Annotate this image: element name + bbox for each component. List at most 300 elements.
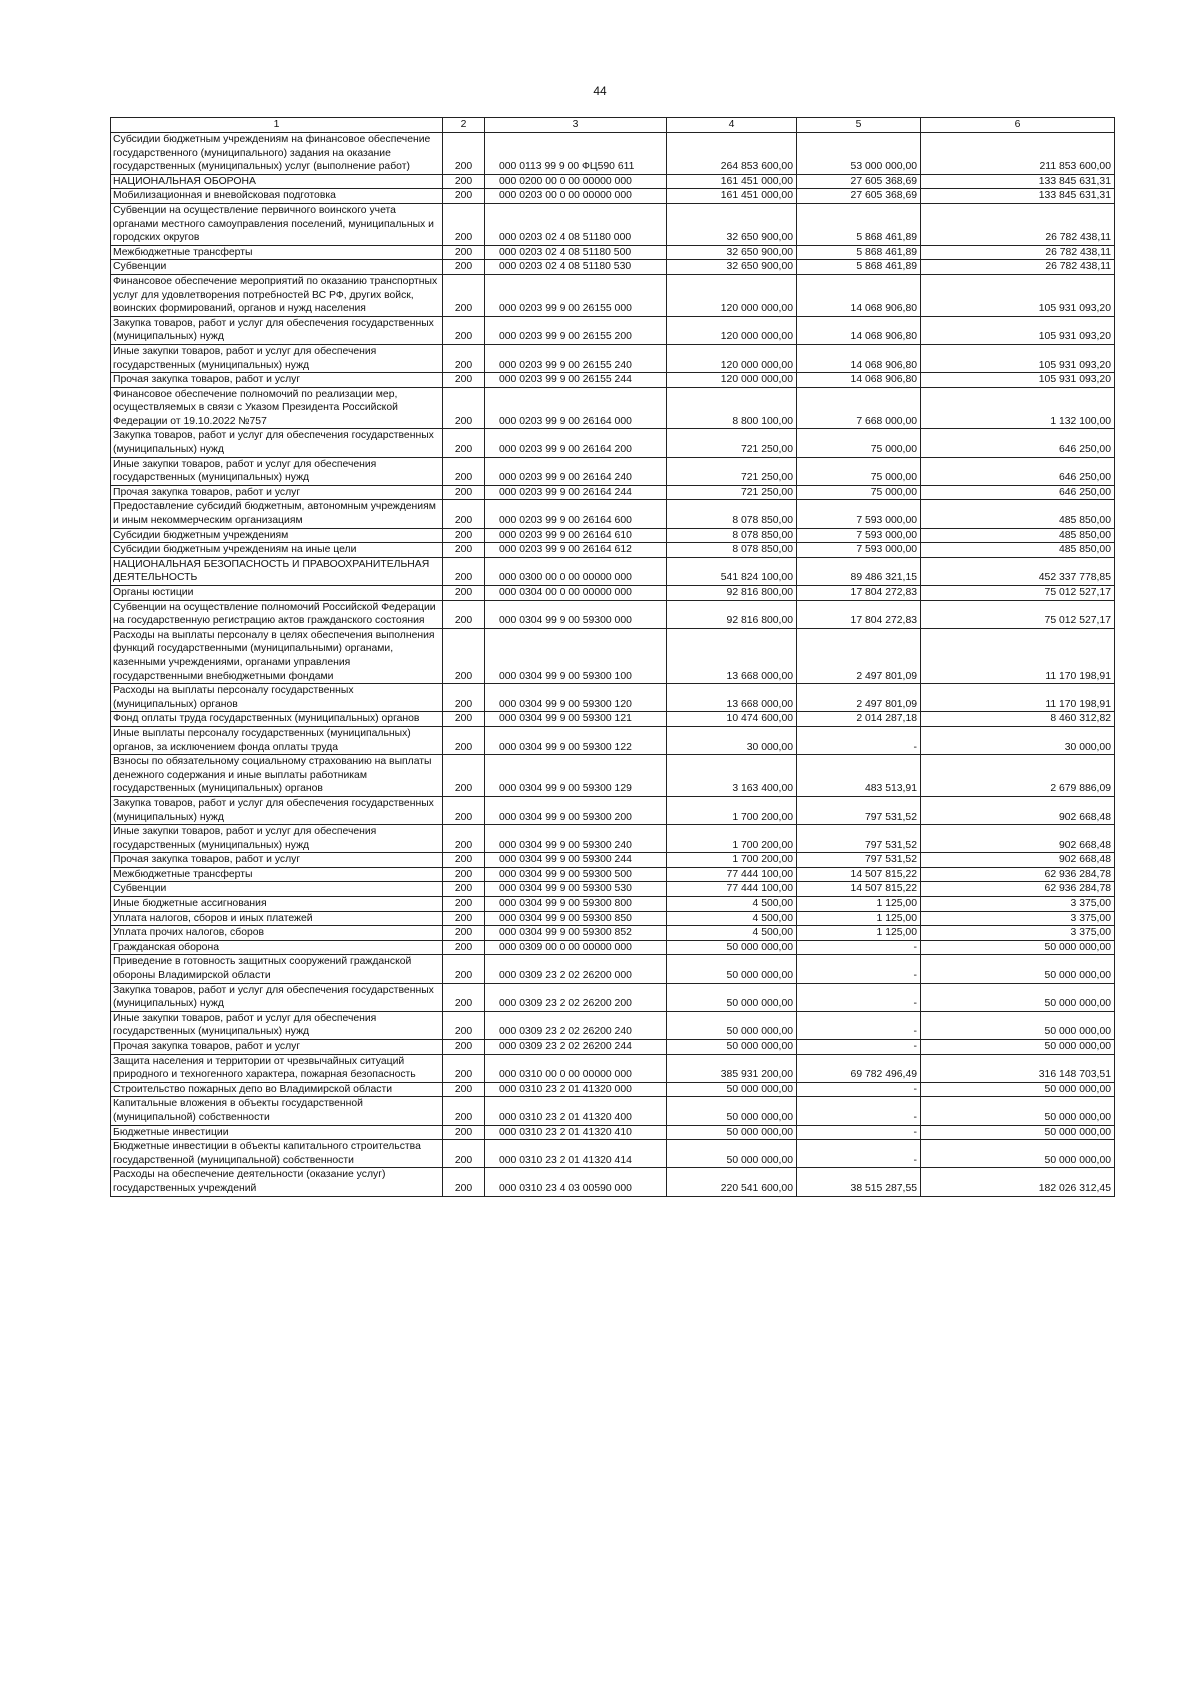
table-row <box>111 897 1115 912</box>
row-approved-cell: 1 700 200,00 <box>667 825 797 853</box>
row-kbk-cell: 000 0113 99 9 00 ФЦ590 611 <box>485 133 667 175</box>
row-code-cell: 200 <box>443 457 485 485</box>
table-row <box>111 457 1115 485</box>
row-kbk-cell: 000 0310 23 2 01 41320 414 <box>485 1140 667 1168</box>
row-code-cell: 200 <box>443 600 485 628</box>
row-kbk-cell: 000 0203 99 9 00 26164 200 <box>485 429 667 457</box>
row-name-cell: Расходы на выплаты персоналу государственных (муниципальных) органов <box>111 684 443 712</box>
row-name-cell: Прочая закупка товаров, работ и услуг <box>111 853 443 868</box>
row-code-cell: 200 <box>443 712 485 727</box>
row-executed-cell: - <box>797 940 921 955</box>
row-code-cell: 200 <box>443 825 485 853</box>
row-name-cell: Закупка товаров, работ и услуг для обеспечения государственных (муниципальных) нужд <box>111 429 443 457</box>
row-unexecuted-cell: 50 000 000,00 <box>921 1040 1115 1055</box>
row-kbk-cell: 000 0310 23 2 01 41320 000 <box>485 1082 667 1097</box>
row-unexecuted-cell: 11 170 198,91 <box>921 684 1115 712</box>
row-name-cell: Предоставление субсидий бюджетным, автономным учреждениям и иным некоммерческим организациям <box>111 500 443 528</box>
row-kbk-cell: 000 0203 02 4 08 51180 500 <box>485 245 667 260</box>
table-row <box>111 1125 1115 1140</box>
row-approved-cell: 50 000 000,00 <box>667 1140 797 1168</box>
row-executed-cell: - <box>797 1011 921 1039</box>
row-unexecuted-cell: 11 170 198,91 <box>921 628 1115 683</box>
row-executed-cell: 2 014 287,18 <box>797 712 921 727</box>
row-name-cell: Взносы по обязательному социальному страхованию на выплаты денежного содержания и иные выплаты работникам государственных (муниципальных) органов <box>111 755 443 797</box>
row-unexecuted-cell: 8 460 312,82 <box>921 712 1115 727</box>
row-approved-cell: 1 700 200,00 <box>667 796 797 824</box>
row-executed-cell: 75 000,00 <box>797 457 921 485</box>
row-approved-cell: 50 000 000,00 <box>667 1125 797 1140</box>
row-name-cell: Строительство пожарных депо во Владимирской области <box>111 1082 443 1097</box>
table-row <box>111 882 1115 897</box>
row-code-cell: 200 <box>443 1097 485 1125</box>
table-row <box>111 373 1115 388</box>
row-unexecuted-cell: 62 936 284,78 <box>921 867 1115 882</box>
row-kbk-cell: 000 0304 99 9 00 59300 530 <box>485 882 667 897</box>
row-code-cell: 200 <box>443 867 485 882</box>
row-name-cell: Межбюджетные трансферты <box>111 245 443 260</box>
row-kbk-cell: 000 0310 23 2 01 41320 400 <box>485 1097 667 1125</box>
table-row <box>111 825 1115 853</box>
row-code-cell: 200 <box>443 528 485 543</box>
row-kbk-cell: 000 0304 99 9 00 59300 244 <box>485 853 667 868</box>
row-approved-cell: 50 000 000,00 <box>667 983 797 1011</box>
table-row <box>111 1054 1115 1082</box>
table-header-row <box>111 118 1115 133</box>
row-name-cell: Органы юстиции <box>111 586 443 601</box>
row-approved-cell: 8 078 850,00 <box>667 543 797 558</box>
row-name-cell: Прочая закупка товаров, работ и услуг <box>111 1040 443 1055</box>
table-row <box>111 911 1115 926</box>
row-kbk-cell: 000 0304 99 9 00 59300 100 <box>485 628 667 683</box>
row-code-cell: 200 <box>443 260 485 275</box>
row-approved-cell: 13 668 000,00 <box>667 628 797 683</box>
row-name-cell: Иные закупки товаров, работ и услуг для обеспечения государственных (муниципальных) нужд <box>111 457 443 485</box>
row-approved-cell: 77 444 100,00 <box>667 882 797 897</box>
row-approved-cell: 10 474 600,00 <box>667 712 797 727</box>
row-kbk-cell: 000 0200 00 0 00 00000 000 <box>485 174 667 189</box>
row-approved-cell: 32 650 900,00 <box>667 245 797 260</box>
row-code-cell: 200 <box>443 940 485 955</box>
row-approved-cell: 4 500,00 <box>667 911 797 926</box>
row-unexecuted-cell: 26 782 438,11 <box>921 260 1115 275</box>
row-executed-cell: 1 125,00 <box>797 897 921 912</box>
table-row <box>111 796 1115 824</box>
row-kbk-cell: 000 0309 00 0 00 00000 000 <box>485 940 667 955</box>
row-code-cell: 200 <box>443 174 485 189</box>
row-name-cell: Субвенции на осуществление полномочий Российской Федерации на государственную регистрацию актов гражданского состояния <box>111 600 443 628</box>
row-kbk-cell: 000 0203 02 4 08 51180 000 <box>485 203 667 245</box>
row-unexecuted-cell: 75 012 527,17 <box>921 600 1115 628</box>
row-unexecuted-cell: 105 931 093,20 <box>921 274 1115 316</box>
row-unexecuted-cell: 50 000 000,00 <box>921 1011 1115 1039</box>
row-executed-cell: 14 507 815,22 <box>797 867 921 882</box>
table-row <box>111 316 1115 344</box>
row-kbk-cell: 000 0203 99 9 00 26164 000 <box>485 387 667 429</box>
row-unexecuted-cell: 182 026 312,45 <box>921 1168 1115 1196</box>
row-executed-cell: - <box>797 1097 921 1125</box>
row-name-cell: Межбюджетные трансферты <box>111 867 443 882</box>
row-name-cell: Гражданская оборона <box>111 940 443 955</box>
column-header: 4 <box>667 118 797 133</box>
row-name-cell: Иные бюджетные ассигнования <box>111 897 443 912</box>
row-approved-cell: 541 824 100,00 <box>667 557 797 585</box>
row-kbk-cell: 000 0304 99 9 00 59300 500 <box>485 867 667 882</box>
row-executed-cell: 38 515 287,55 <box>797 1168 921 1196</box>
row-approved-cell: 120 000 000,00 <box>667 316 797 344</box>
row-name-cell: Субсидии бюджетным учреждениям на иные цели <box>111 543 443 558</box>
row-kbk-cell: 000 0304 99 9 00 59300 000 <box>485 600 667 628</box>
row-executed-cell: 14 068 906,80 <box>797 274 921 316</box>
row-kbk-cell: 000 0304 99 9 00 59300 121 <box>485 712 667 727</box>
row-code-cell: 200 <box>443 387 485 429</box>
row-unexecuted-cell: 902 668,48 <box>921 853 1115 868</box>
table-row <box>111 726 1115 754</box>
row-kbk-cell: 000 0203 99 9 00 26155 200 <box>485 316 667 344</box>
row-approved-cell: 721 250,00 <box>667 485 797 500</box>
row-kbk-cell: 000 0310 23 4 03 00590 000 <box>485 1168 667 1196</box>
row-kbk-cell: 000 0203 02 4 08 51180 530 <box>485 260 667 275</box>
row-approved-cell: 161 451 000,00 <box>667 189 797 204</box>
row-name-cell: Капитальные вложения в объекты государственной (муниципальной) собственности <box>111 1097 443 1125</box>
row-approved-cell: 1 700 200,00 <box>667 853 797 868</box>
row-executed-cell: - <box>797 983 921 1011</box>
row-name-cell: Мобилизационная и вневойсковая подготовка <box>111 189 443 204</box>
row-executed-cell: 17 804 272,83 <box>797 600 921 628</box>
row-code-cell: 200 <box>443 897 485 912</box>
row-code-cell: 200 <box>443 684 485 712</box>
table-row <box>111 245 1115 260</box>
row-executed-cell: 7 593 000,00 <box>797 500 921 528</box>
row-approved-cell: 8 078 850,00 <box>667 500 797 528</box>
row-unexecuted-cell: 316 148 703,51 <box>921 1054 1115 1082</box>
table-row <box>111 755 1115 797</box>
table-row <box>111 429 1115 457</box>
row-executed-cell: 53 000 000,00 <box>797 133 921 175</box>
row-approved-cell: 4 500,00 <box>667 926 797 941</box>
row-executed-cell: 14 068 906,80 <box>797 316 921 344</box>
row-executed-cell: - <box>797 726 921 754</box>
row-kbk-cell: 000 0203 99 9 00 26155 244 <box>485 373 667 388</box>
table-row <box>111 485 1115 500</box>
row-approved-cell: 721 250,00 <box>667 457 797 485</box>
row-approved-cell: 120 000 000,00 <box>667 373 797 388</box>
row-approved-cell: 3 163 400,00 <box>667 755 797 797</box>
row-executed-cell: 14 068 906,80 <box>797 344 921 372</box>
table-row <box>111 600 1115 628</box>
row-approved-cell: 8 078 850,00 <box>667 528 797 543</box>
row-code-cell: 200 <box>443 926 485 941</box>
row-kbk-cell: 000 0304 99 9 00 59300 850 <box>485 911 667 926</box>
row-approved-cell: 92 816 800,00 <box>667 600 797 628</box>
row-name-cell: Субвенции <box>111 882 443 897</box>
table-row <box>111 1082 1115 1097</box>
table-row <box>111 867 1115 882</box>
row-unexecuted-cell: 105 931 093,20 <box>921 373 1115 388</box>
row-code-cell: 200 <box>443 373 485 388</box>
row-unexecuted-cell: 485 850,00 <box>921 500 1115 528</box>
row-code-cell: 200 <box>443 1040 485 1055</box>
row-code-cell: 200 <box>443 983 485 1011</box>
row-unexecuted-cell: 105 931 093,20 <box>921 344 1115 372</box>
row-name-cell: Субсидии бюджетным учреждениям <box>111 528 443 543</box>
row-name-cell: Расходы на обеспечение деятельности (оказание услуг) государственных учреждений <box>111 1168 443 1196</box>
row-kbk-cell: 000 0203 99 9 00 26164 612 <box>485 543 667 558</box>
row-executed-cell: 89 486 321,15 <box>797 557 921 585</box>
row-code-cell: 200 <box>443 955 485 983</box>
table-row <box>111 940 1115 955</box>
row-executed-cell: 27 605 368,69 <box>797 189 921 204</box>
row-code-cell: 200 <box>443 133 485 175</box>
row-name-cell: Прочая закупка товаров, работ и услуг <box>111 373 443 388</box>
row-name-cell: НАЦИОНАЛЬНАЯ БЕЗОПАСНОСТЬ И ПРАВООХРАНИТЕЛЬНАЯ ДЕЯТЕЛЬНОСТЬ <box>111 557 443 585</box>
row-approved-cell: 8 800 100,00 <box>667 387 797 429</box>
row-unexecuted-cell: 902 668,48 <box>921 796 1115 824</box>
row-approved-cell: 50 000 000,00 <box>667 1040 797 1055</box>
row-approved-cell: 50 000 000,00 <box>667 955 797 983</box>
row-name-cell: Иные закупки товаров, работ и услуг для обеспечения государственных (муниципальных) нужд <box>111 1011 443 1039</box>
row-code-cell: 200 <box>443 853 485 868</box>
row-executed-cell: - <box>797 955 921 983</box>
row-name-cell: Субсидии бюджетным учреждениям на финансовое обеспечение государственного (муниципального) задания на оказание государственных (муниципальных) услуг (выполнение работ) <box>111 133 443 175</box>
row-approved-cell: 30 000,00 <box>667 726 797 754</box>
row-unexecuted-cell: 133 845 631,31 <box>921 189 1115 204</box>
row-unexecuted-cell: 133 845 631,31 <box>921 174 1115 189</box>
row-unexecuted-cell: 50 000 000,00 <box>921 1125 1115 1140</box>
row-approved-cell: 50 000 000,00 <box>667 1097 797 1125</box>
row-executed-cell: 797 531,52 <box>797 825 921 853</box>
table-row <box>111 344 1115 372</box>
row-executed-cell: 7 668 000,00 <box>797 387 921 429</box>
row-approved-cell: 32 650 900,00 <box>667 260 797 275</box>
row-code-cell: 200 <box>443 796 485 824</box>
row-approved-cell: 120 000 000,00 <box>667 274 797 316</box>
row-executed-cell: 7 593 000,00 <box>797 528 921 543</box>
row-unexecuted-cell: 646 250,00 <box>921 457 1115 485</box>
row-kbk-cell: 000 0304 99 9 00 59300 852 <box>485 926 667 941</box>
row-executed-cell: 5 868 461,89 <box>797 203 921 245</box>
row-code-cell: 200 <box>443 429 485 457</box>
row-unexecuted-cell: 50 000 000,00 <box>921 1082 1115 1097</box>
row-approved-cell: 4 500,00 <box>667 897 797 912</box>
row-executed-cell: 14 507 815,22 <box>797 882 921 897</box>
row-approved-cell: 50 000 000,00 <box>667 1011 797 1039</box>
table-row <box>111 174 1115 189</box>
table-row <box>111 1011 1115 1039</box>
row-unexecuted-cell: 105 931 093,20 <box>921 316 1115 344</box>
table-row <box>111 712 1115 727</box>
row-executed-cell: 2 497 801,09 <box>797 684 921 712</box>
table-row <box>111 543 1115 558</box>
row-approved-cell: 161 451 000,00 <box>667 174 797 189</box>
row-name-cell: Иные закупки товаров, работ и услуг для обеспечения государственных (муниципальных) нужд <box>111 825 443 853</box>
budget-execution-table <box>110 117 1115 1197</box>
row-unexecuted-cell: 50 000 000,00 <box>921 940 1115 955</box>
row-kbk-cell: 000 0203 99 9 00 26164 610 <box>485 528 667 543</box>
row-approved-cell: 92 816 800,00 <box>667 586 797 601</box>
row-kbk-cell: 000 0203 99 9 00 26164 244 <box>485 485 667 500</box>
table-row <box>111 1140 1115 1168</box>
row-kbk-cell: 000 0203 99 9 00 26155 000 <box>485 274 667 316</box>
column-header: 1 <box>111 118 443 133</box>
row-unexecuted-cell: 3 375,00 <box>921 897 1115 912</box>
table-row <box>111 1040 1115 1055</box>
column-header: 3 <box>485 118 667 133</box>
row-name-cell: Бюджетные инвестиции <box>111 1125 443 1140</box>
row-approved-cell: 50 000 000,00 <box>667 1082 797 1097</box>
row-unexecuted-cell: 211 853 600,00 <box>921 133 1115 175</box>
row-kbk-cell: 000 0310 23 2 01 41320 410 <box>485 1125 667 1140</box>
row-kbk-cell: 000 0309 23 2 02 26200 240 <box>485 1011 667 1039</box>
table-row <box>111 983 1115 1011</box>
row-kbk-cell: 000 0203 99 9 00 26164 240 <box>485 457 667 485</box>
row-code-cell: 200 <box>443 586 485 601</box>
row-executed-cell: 1 125,00 <box>797 926 921 941</box>
row-kbk-cell: 000 0309 23 2 02 26200 000 <box>485 955 667 983</box>
row-executed-cell: - <box>797 1040 921 1055</box>
table-row <box>111 955 1115 983</box>
table-row <box>111 1097 1115 1125</box>
row-unexecuted-cell: 3 375,00 <box>921 911 1115 926</box>
row-kbk-cell: 000 0304 00 0 00 00000 000 <box>485 586 667 601</box>
row-executed-cell: 17 804 272,83 <box>797 586 921 601</box>
row-unexecuted-cell: 50 000 000,00 <box>921 1097 1115 1125</box>
row-executed-cell: 75 000,00 <box>797 485 921 500</box>
row-executed-cell: 14 068 906,80 <box>797 373 921 388</box>
row-name-cell: Субвенции <box>111 260 443 275</box>
table-row <box>111 926 1115 941</box>
row-kbk-cell: 000 0309 23 2 02 26200 200 <box>485 983 667 1011</box>
row-executed-cell: 1 125,00 <box>797 911 921 926</box>
row-kbk-cell: 000 0203 00 0 00 00000 000 <box>485 189 667 204</box>
row-name-cell: Уплата налогов, сборов и иных платежей <box>111 911 443 926</box>
row-unexecuted-cell: 646 250,00 <box>921 429 1115 457</box>
row-approved-cell: 385 931 200,00 <box>667 1054 797 1082</box>
row-unexecuted-cell: 50 000 000,00 <box>921 1140 1115 1168</box>
row-unexecuted-cell: 902 668,48 <box>921 825 1115 853</box>
column-header: 5 <box>797 118 921 133</box>
row-approved-cell: 220 541 600,00 <box>667 1168 797 1196</box>
row-name-cell: Закупка товаров, работ и услуг для обеспечения государственных (муниципальных) нужд <box>111 796 443 824</box>
row-code-cell: 200 <box>443 316 485 344</box>
table-row <box>111 586 1115 601</box>
row-executed-cell: 797 531,52 <box>797 796 921 824</box>
row-kbk-cell: 000 0304 99 9 00 59300 129 <box>485 755 667 797</box>
row-code-cell: 200 <box>443 543 485 558</box>
table-row <box>111 260 1115 275</box>
row-executed-cell: 5 868 461,89 <box>797 260 921 275</box>
row-approved-cell: 721 250,00 <box>667 429 797 457</box>
row-approved-cell: 120 000 000,00 <box>667 344 797 372</box>
row-executed-cell: 7 593 000,00 <box>797 543 921 558</box>
row-name-cell: Субвенции на осуществление первичного воинского учета органами местного самоуправления поселений, муниципальных и городских округов <box>111 203 443 245</box>
table-row <box>111 1168 1115 1196</box>
row-code-cell: 200 <box>443 911 485 926</box>
table-row <box>111 557 1115 585</box>
table-row <box>111 189 1115 204</box>
row-approved-cell: 77 444 100,00 <box>667 867 797 882</box>
row-unexecuted-cell: 3 375,00 <box>921 926 1115 941</box>
table-row <box>111 628 1115 683</box>
row-unexecuted-cell: 50 000 000,00 <box>921 983 1115 1011</box>
row-kbk-cell: 000 0203 99 9 00 26155 240 <box>485 344 667 372</box>
row-code-cell: 200 <box>443 500 485 528</box>
row-unexecuted-cell: 646 250,00 <box>921 485 1115 500</box>
row-unexecuted-cell: 30 000,00 <box>921 726 1115 754</box>
row-kbk-cell: 000 0309 23 2 02 26200 244 <box>485 1040 667 1055</box>
row-executed-cell: 2 497 801,09 <box>797 628 921 683</box>
row-unexecuted-cell: 75 012 527,17 <box>921 586 1115 601</box>
row-approved-cell: 264 853 600,00 <box>667 133 797 175</box>
row-name-cell: Расходы на выплаты персоналу в целях обеспечения выполнения функций государственными (муниципальными) органами, казенными учреждениями, органами управления государственными внебюджетными фондами <box>111 628 443 683</box>
row-code-cell: 200 <box>443 755 485 797</box>
row-name-cell: Иные выплаты персоналу государственных (муниципальных) органов, за исключением фонда оплаты труда <box>111 726 443 754</box>
table-row <box>111 500 1115 528</box>
row-executed-cell: 483 513,91 <box>797 755 921 797</box>
row-name-cell: Финансовое обеспечение мероприятий по оказанию транспортных услуг для удовлетворения потребностей ВС РФ, других войск, воинских формирований, органов и нужд населения <box>111 274 443 316</box>
row-kbk-cell: 000 0304 99 9 00 59300 200 <box>485 796 667 824</box>
row-unexecuted-cell: 26 782 438,11 <box>921 245 1115 260</box>
row-kbk-cell: 000 0203 99 9 00 26164 600 <box>485 500 667 528</box>
row-code-cell: 200 <box>443 274 485 316</box>
row-code-cell: 200 <box>443 1011 485 1039</box>
row-unexecuted-cell: 50 000 000,00 <box>921 955 1115 983</box>
row-executed-cell: - <box>797 1082 921 1097</box>
table-row <box>111 274 1115 316</box>
row-code-cell: 200 <box>443 557 485 585</box>
row-kbk-cell: 000 0310 00 0 00 00000 000 <box>485 1054 667 1082</box>
column-header: 6 <box>921 118 1115 133</box>
row-code-cell: 200 <box>443 189 485 204</box>
row-kbk-cell: 000 0304 99 9 00 59300 120 <box>485 684 667 712</box>
row-code-cell: 200 <box>443 1168 485 1196</box>
table-row <box>111 203 1115 245</box>
row-code-cell: 200 <box>443 882 485 897</box>
row-executed-cell: - <box>797 1140 921 1168</box>
row-unexecuted-cell: 485 850,00 <box>921 528 1115 543</box>
table-row <box>111 528 1115 543</box>
row-name-cell: Уплата прочих налогов, сборов <box>111 926 443 941</box>
row-code-cell: 200 <box>443 1054 485 1082</box>
row-code-cell: 200 <box>443 1082 485 1097</box>
row-approved-cell: 32 650 900,00 <box>667 203 797 245</box>
row-code-cell: 200 <box>443 344 485 372</box>
row-unexecuted-cell: 26 782 438,11 <box>921 203 1115 245</box>
row-executed-cell: 69 782 496,49 <box>797 1054 921 1082</box>
page-number: 44 <box>593 84 607 98</box>
row-unexecuted-cell: 485 850,00 <box>921 543 1115 558</box>
row-kbk-cell: 000 0300 00 0 00 00000 000 <box>485 557 667 585</box>
row-unexecuted-cell: 452 337 778,85 <box>921 557 1115 585</box>
row-code-cell: 200 <box>443 726 485 754</box>
row-executed-cell: 5 868 461,89 <box>797 245 921 260</box>
row-code-cell: 200 <box>443 485 485 500</box>
row-code-cell: 200 <box>443 1125 485 1140</box>
table-row <box>111 133 1115 175</box>
row-name-cell: НАЦИОНАЛЬНАЯ ОБОРОНА <box>111 174 443 189</box>
row-code-cell: 200 <box>443 628 485 683</box>
row-code-cell: 200 <box>443 203 485 245</box>
table-row <box>111 853 1115 868</box>
row-name-cell: Прочая закупка товаров, работ и услуг <box>111 485 443 500</box>
row-executed-cell: 75 000,00 <box>797 429 921 457</box>
table-row <box>111 387 1115 429</box>
table-row <box>111 684 1115 712</box>
row-name-cell: Бюджетные инвестиции в объекты капитального строительства государственной (муниципальной) собственности <box>111 1140 443 1168</box>
row-approved-cell: 13 668 000,00 <box>667 684 797 712</box>
row-code-cell: 200 <box>443 1140 485 1168</box>
row-kbk-cell: 000 0304 99 9 00 59300 122 <box>485 726 667 754</box>
row-executed-cell: 797 531,52 <box>797 853 921 868</box>
